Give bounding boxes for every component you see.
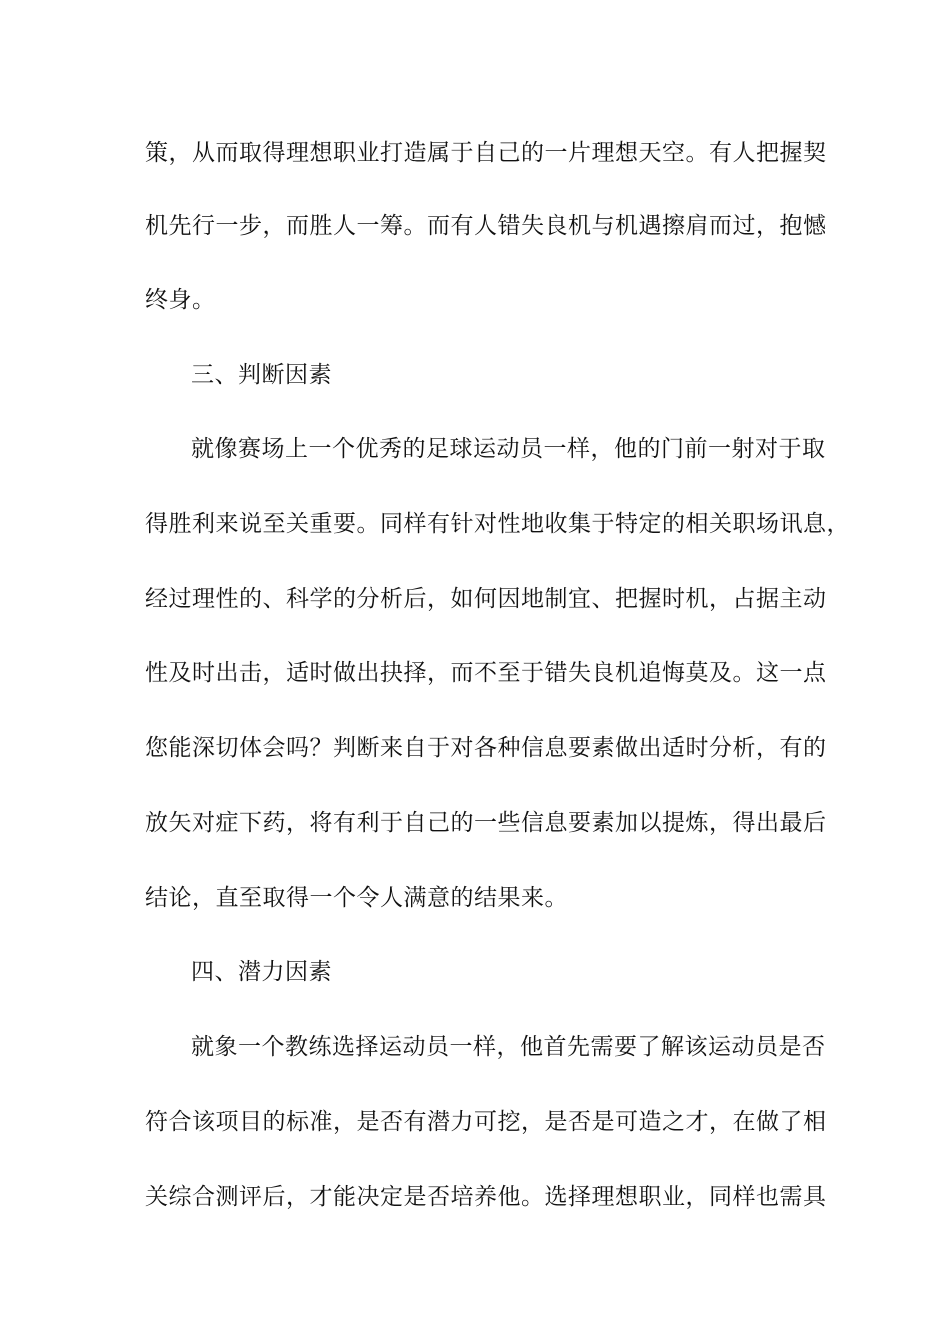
body-text-line: 终身。 — [145, 287, 216, 313]
body-text-line: 经过理性的、科学的分析后，如何因地制宜、把握时机，占据主动 — [145, 586, 827, 612]
body-text-line: 放矢对症下药，将有利于自己的一些信息要素加以提炼，得出最后 — [145, 810, 827, 836]
body-text-line: 符合该项目的标准，是否有潜力可挖，是否是可造之才，在做了相 — [145, 1109, 827, 1135]
body-text-line: 结论，直至取得一个令人满意的结果来。 — [145, 885, 568, 911]
body-text-line: 机先行一步，而胜人一筹。而有人错失良机与机遇擦肩而过，抱憾 — [145, 213, 827, 239]
paragraph-first-line: 就象一个教练选择运动员一样，他首先需要了解该运动员是否 — [191, 1034, 826, 1060]
body-text-line: 您能深切体会吗？判断来自于对各种信息要素做出适时分析，有的 — [145, 735, 827, 761]
paragraph-first-line: 就像赛场上一个优秀的足球运动员一样，他的门前一射对于取 — [191, 436, 826, 462]
body-text-line: 策，从而取得理想职业打造属于自己的一片理想天空。有人把握契 — [145, 140, 827, 166]
body-text-line: 性及时出击，适时做出抉择，而不至于错失良机追悔莫及。这一点 — [145, 660, 827, 686]
section-heading: 三、判断因素 — [191, 362, 332, 388]
body-text-line: 得胜利来说至关重要。同样有针对性地收集于特定的相关职场讯息， — [145, 511, 850, 537]
section-heading: 四、潜力因素 — [191, 959, 332, 985]
body-text-line: 关综合测评后，才能决定是否培养他。选择理想职业，同样也需具 — [145, 1184, 827, 1210]
